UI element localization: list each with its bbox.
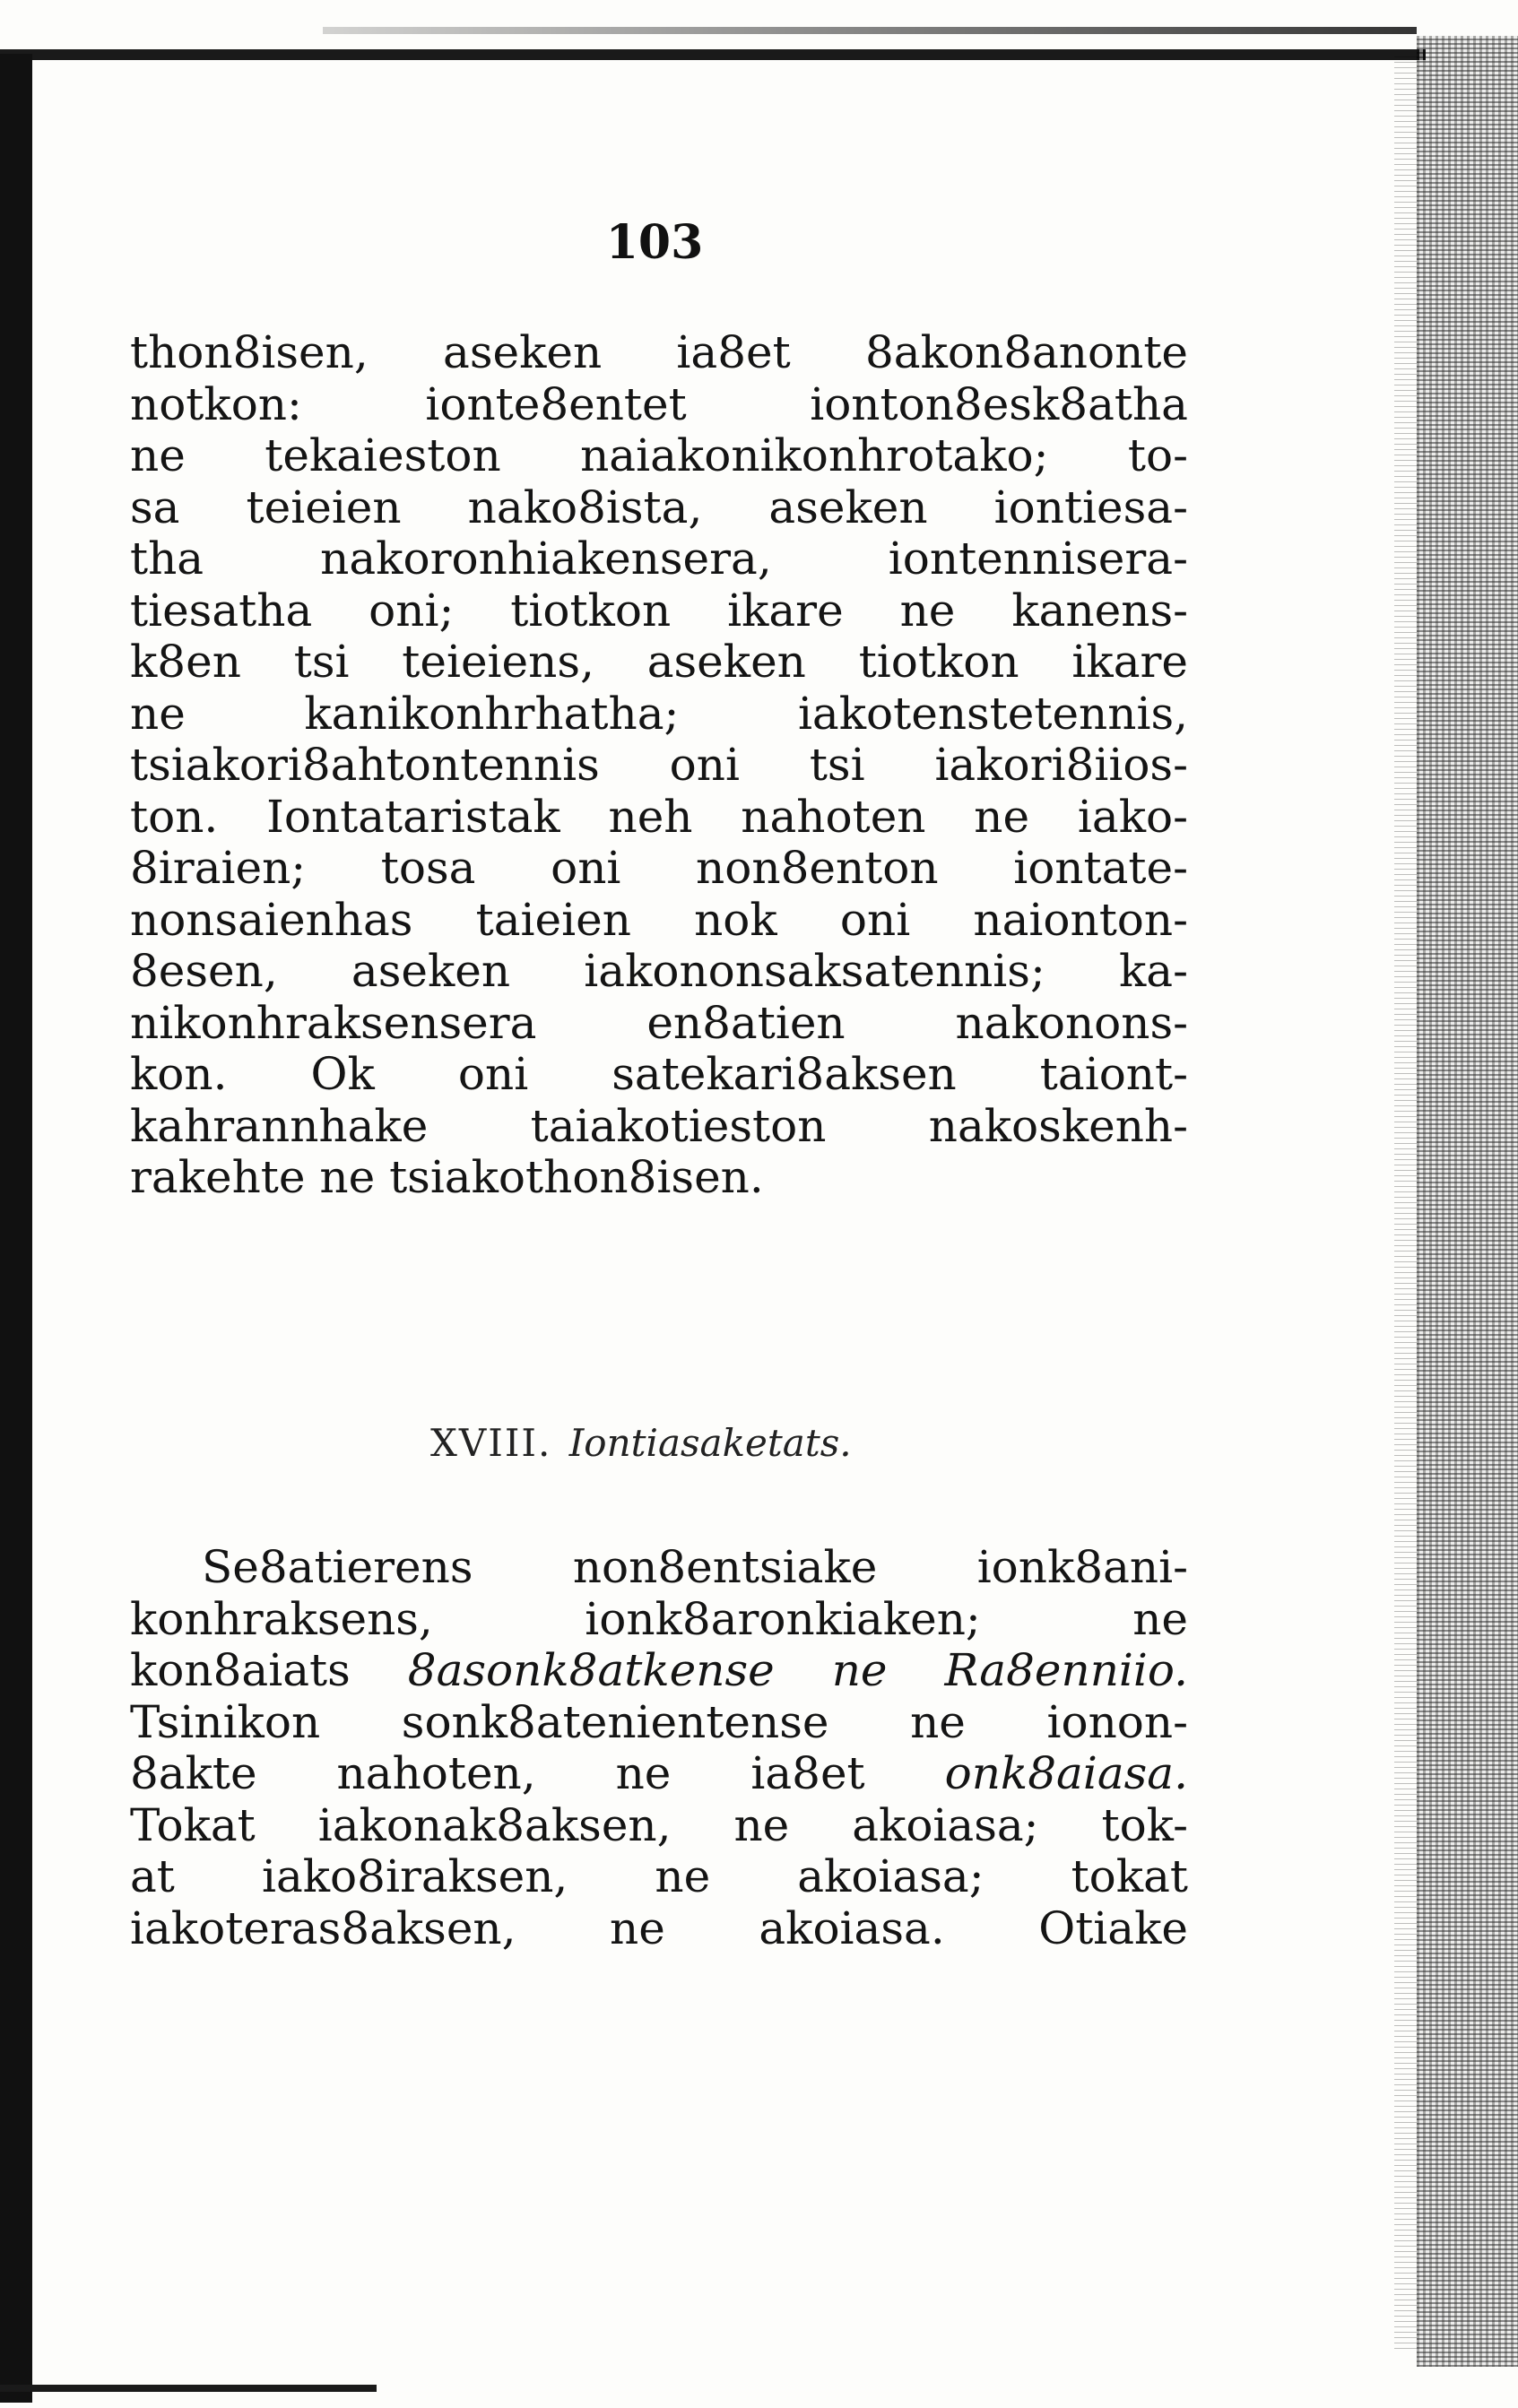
top-edge-shadow <box>323 27 1417 34</box>
binding-edge <box>0 54 32 2403</box>
text-line: ne kanikonhrhatha; iakotenstetennis, <box>130 687 1188 740</box>
text-line: ne tekaieston naiakonikonhrotako; to- <box>130 429 1188 481</box>
text-line: k8en tsi teieiens, aseken tiotkon ikare <box>130 636 1188 688</box>
section-number: XVIII. <box>430 1421 552 1465</box>
text-line: ton. Iontataristak neh nahoten ne iako- <box>130 790 1188 843</box>
text-line: iakoteras8aksen, ne akoiasa. Otiake <box>130 1901 1188 1954</box>
top-edge-rule <box>0 49 1426 60</box>
section-title: Iontiasaketats. <box>568 1421 852 1465</box>
text-line: kon. Ok oni satekari8aksen taiont- <box>130 1048 1188 1100</box>
text-line: Se8atierens non8entsiake ionk8ani- <box>202 1541 1188 1593</box>
paragraph-2 <box>130 1542 1188 1954</box>
text-line <box>130 1645 1188 1697</box>
text-line: nikonhraksensera en8atien nakonons- <box>130 996 1188 1049</box>
paragraph-1 <box>130 327 1188 1204</box>
bottom-edge-rule <box>0 2385 377 2392</box>
gutter-shadow <box>1394 54 1417 2349</box>
italic-run: onk8aiasa. <box>944 1747 1188 1799</box>
text-line: Tsinikon sonk8atenientense ne ionon- <box>130 1695 1188 1748</box>
text-line: nonsaienhas taieien nok oni naionton- <box>130 893 1188 946</box>
text-line: kahrannhake taiakotieston nakoskenh- <box>130 1099 1188 1152</box>
text-run: kon8aiats <box>130 1644 408 1696</box>
text-line: konhraksens, ionk8aronkiaken; ne <box>130 1592 1188 1645</box>
text-line: tha nakoronhiakensera, iontennisera- <box>130 533 1188 585</box>
text-line: thon8isen, aseken ia8et 8akon8anonte <box>130 326 1188 378</box>
text-line <box>130 1748 1188 1800</box>
text-line: notkon: ionte8entet ionton8esk8atha <box>130 377 1188 430</box>
text-line: at iako8iraksen, ne akoiasa; tokat <box>130 1850 1188 1902</box>
text-line: Tokat iakonak8aksen, ne akoiasa; tok- <box>130 1798 1188 1851</box>
text-line: tiesatha oni; tiotkon ikare ne kanens- <box>130 584 1188 637</box>
text-line: tsiakori8ahtontennis oni tsi iakori8iios- <box>130 739 1188 791</box>
section-heading <box>430 1421 1058 1465</box>
page-number: 103 <box>605 215 704 270</box>
gutter-edge <box>1417 36 1518 2367</box>
text-line: sa teieien nako8ista, aseken iontiesa- <box>130 481 1188 533</box>
text-line: rakehte ne tsiakothon8isen. <box>130 1151 764 1203</box>
italic-run: 8asonk8atkense ne Ra8enniio. <box>407 1644 1189 1696</box>
text-run: 8akte nahoten, ne ia8et <box>130 1747 945 1799</box>
text-line: 8iraien; tosa oni non8enton iontate- <box>130 842 1188 894</box>
text-line: 8esen, aseken iakononsaksatennis; ka- <box>130 945 1188 997</box>
